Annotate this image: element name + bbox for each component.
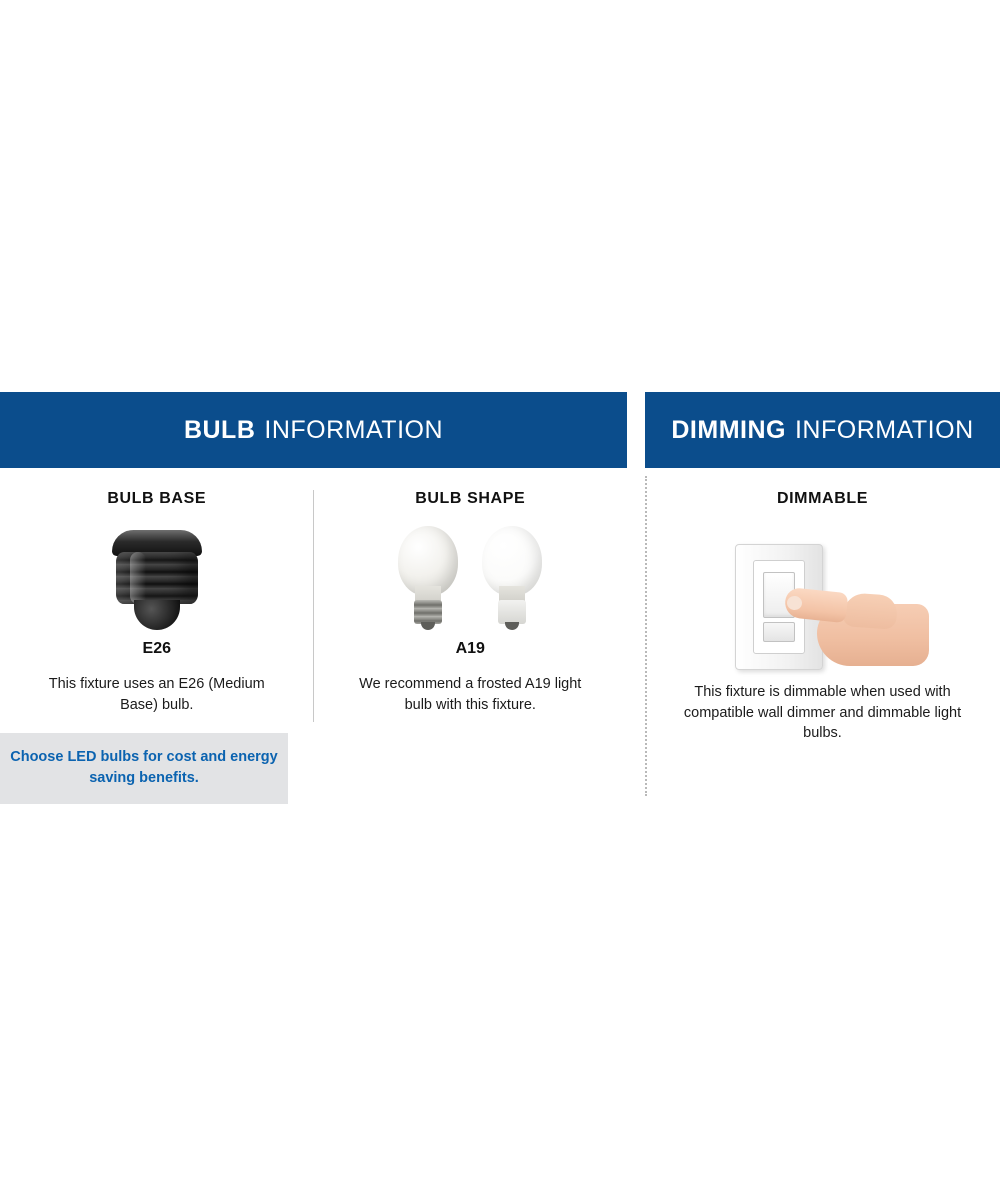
wall-dimmer-hand-icon [723, 542, 923, 672]
dimmable-title: DIMMABLE [776, 490, 868, 507]
dimming-panel-body [645, 468, 1000, 744]
bulb-shape-art [314, 522, 628, 630]
bulb-shape-description: We recommend a frosted A19 light bulb with this fixture. [359, 676, 582, 713]
incandescent-bulb-icon [394, 526, 462, 630]
bulb-shape-title: BULB SHAPE [415, 490, 526, 507]
bulb-base-code: E26 [142, 640, 171, 657]
bulb-shape-cell [314, 490, 628, 804]
bulb-shape-code: A19 [455, 640, 485, 657]
dimming-information-header [645, 392, 1000, 468]
a19-bulbs-icon [394, 526, 546, 630]
bulb-information-panel [0, 392, 627, 804]
bulb-panel-body [0, 468, 627, 804]
dimmable-art [645, 522, 1000, 672]
bulb-base-art [0, 522, 314, 630]
bulb-and-dimming-info-board [0, 392, 1000, 804]
led-bulb-icon [478, 526, 546, 630]
dimmable-description: This fixture is dimmable when used with compatible wall dimmer and dimmable light bulbs. [683, 684, 962, 742]
dimming-header-light: INFORMATION [794, 415, 974, 444]
dimmable-cell [645, 490, 1000, 744]
led-savings-note: Choose LED bulbs for cost and energy saving benefits. [0, 733, 288, 804]
dimming-information-panel [645, 392, 1000, 804]
panel-columns [0, 392, 1000, 804]
dimming-header-strong: DIMMING [671, 415, 786, 444]
hand-icon [785, 586, 925, 672]
bulb-base-description: This fixture uses an E26 (Medium Base) bulb. [48, 676, 265, 713]
bulb-information-header [0, 392, 627, 468]
bulb-base-cell [0, 490, 314, 804]
bulb-header-light: INFORMATION [264, 415, 444, 444]
bulb-base-title: BULB BASE [107, 490, 207, 507]
bulb-header-strong: BULB [183, 415, 256, 444]
column-gap [627, 392, 645, 804]
bulb-base-icon [108, 530, 206, 630]
